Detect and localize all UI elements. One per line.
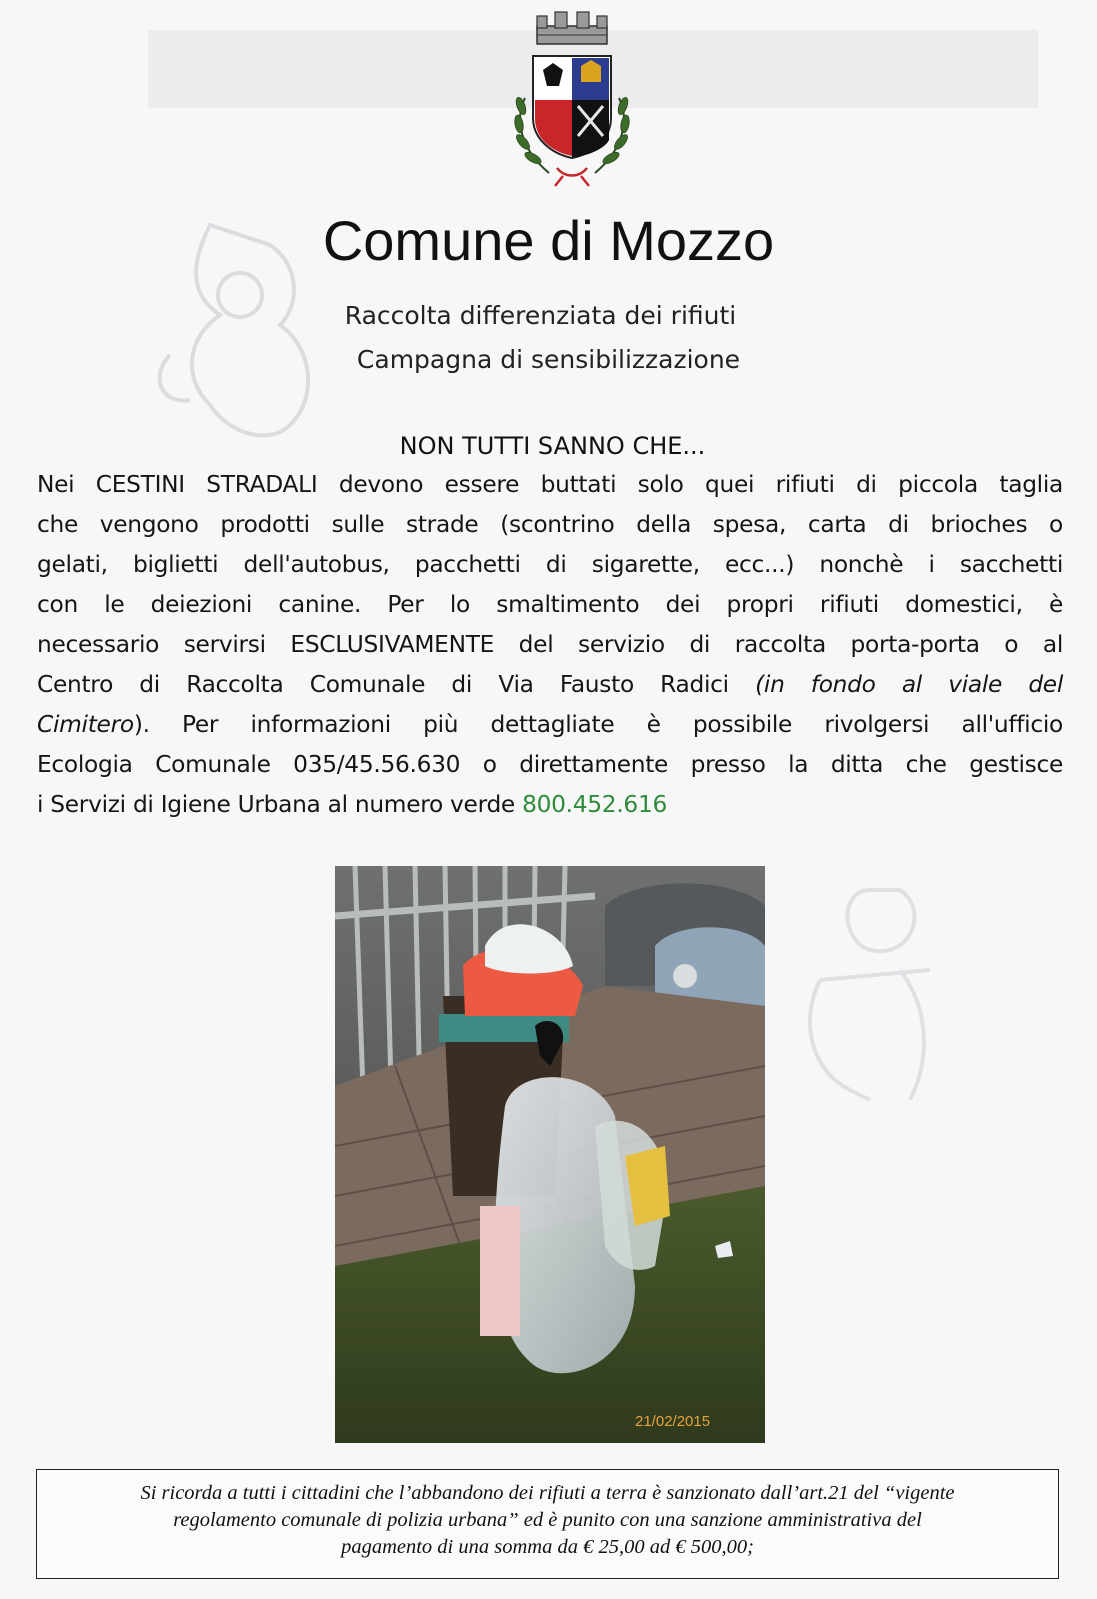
paragraph-line: Ecologia Comunale 035/45.56.630 o direttamente presso la ditta che gestisce — [37, 751, 1063, 778]
paragraph-line: necessario servirsi ESCLUSIVAMENTE del servizio di raccolta porta-porta o al — [37, 631, 1063, 658]
paragraph-line: che vengono prodotti sulle strade (scontrino della spesa, carta di brioches o — [37, 511, 1063, 538]
crown-icon — [537, 12, 607, 44]
background-dog-illustration-2 — [780, 870, 980, 1110]
street-bin-photo — [335, 866, 765, 1443]
paragraph-line: con le deiezioni canine. Per lo smaltimento dei propri rifiuti domestici, è — [37, 591, 1063, 618]
info-text: ). Per informazioni più dettagliate è possibile rivolgersi all'ufficio — [133, 711, 1063, 738]
toll-free-number: 800.452.616 — [522, 791, 667, 818]
toll-free-label: i Servizi di Igiene Urbana al numero verde — [37, 791, 515, 818]
section-heading: NON TUTTI SANNO CHE... — [399, 432, 706, 460]
notice-line: regolamento comunale di polizia urbana” ed è punito con una sanzione amministrativa del — [173, 1509, 922, 1531]
cemetery-text: Cimitero — [37, 711, 134, 738]
page-title: Comune di Mozzo — [322, 209, 775, 272]
municipal-coat-of-arms-icon — [505, 8, 655, 193]
photo-date-stamp: 21/02/2015 — [635, 1413, 711, 1430]
subtitle-awareness-campaign: Campagna di sensibilizzazione — [356, 345, 741, 374]
subtitle-waste-collection: Raccolta differenziata dei rifiuti — [344, 301, 737, 330]
penalty-notice-box — [36, 1469, 1059, 1579]
info-paragraph — [37, 465, 1063, 825]
paragraph-line: gelati, biglietti dell'autobus, pacchetti di sigarette, ecc...) nonchè i sacchetti — [37, 551, 1063, 578]
collection-centre-text: Centro di Raccolta Comunale di Via Fausto Radici — [37, 671, 729, 698]
collection-centre-location: (in fondo al viale del — [755, 671, 1064, 698]
paragraph-line — [37, 665, 1063, 705]
paragraph-line — [37, 705, 1063, 745]
notice-line: pagamento di una somma da € 25,00 ad € 500,00; — [341, 1536, 754, 1558]
paragraph-line — [37, 785, 1063, 825]
notice-line: Si ricorda a tutti i cittadini che l’abbandono dei rifiuti a terra è sanzionato dall’art.21 del “vigente — [140, 1482, 955, 1504]
paragraph-line: Nei CESTINI STRADALI devono essere buttati solo quei rifiuti di piccola taglia — [37, 471, 1063, 498]
